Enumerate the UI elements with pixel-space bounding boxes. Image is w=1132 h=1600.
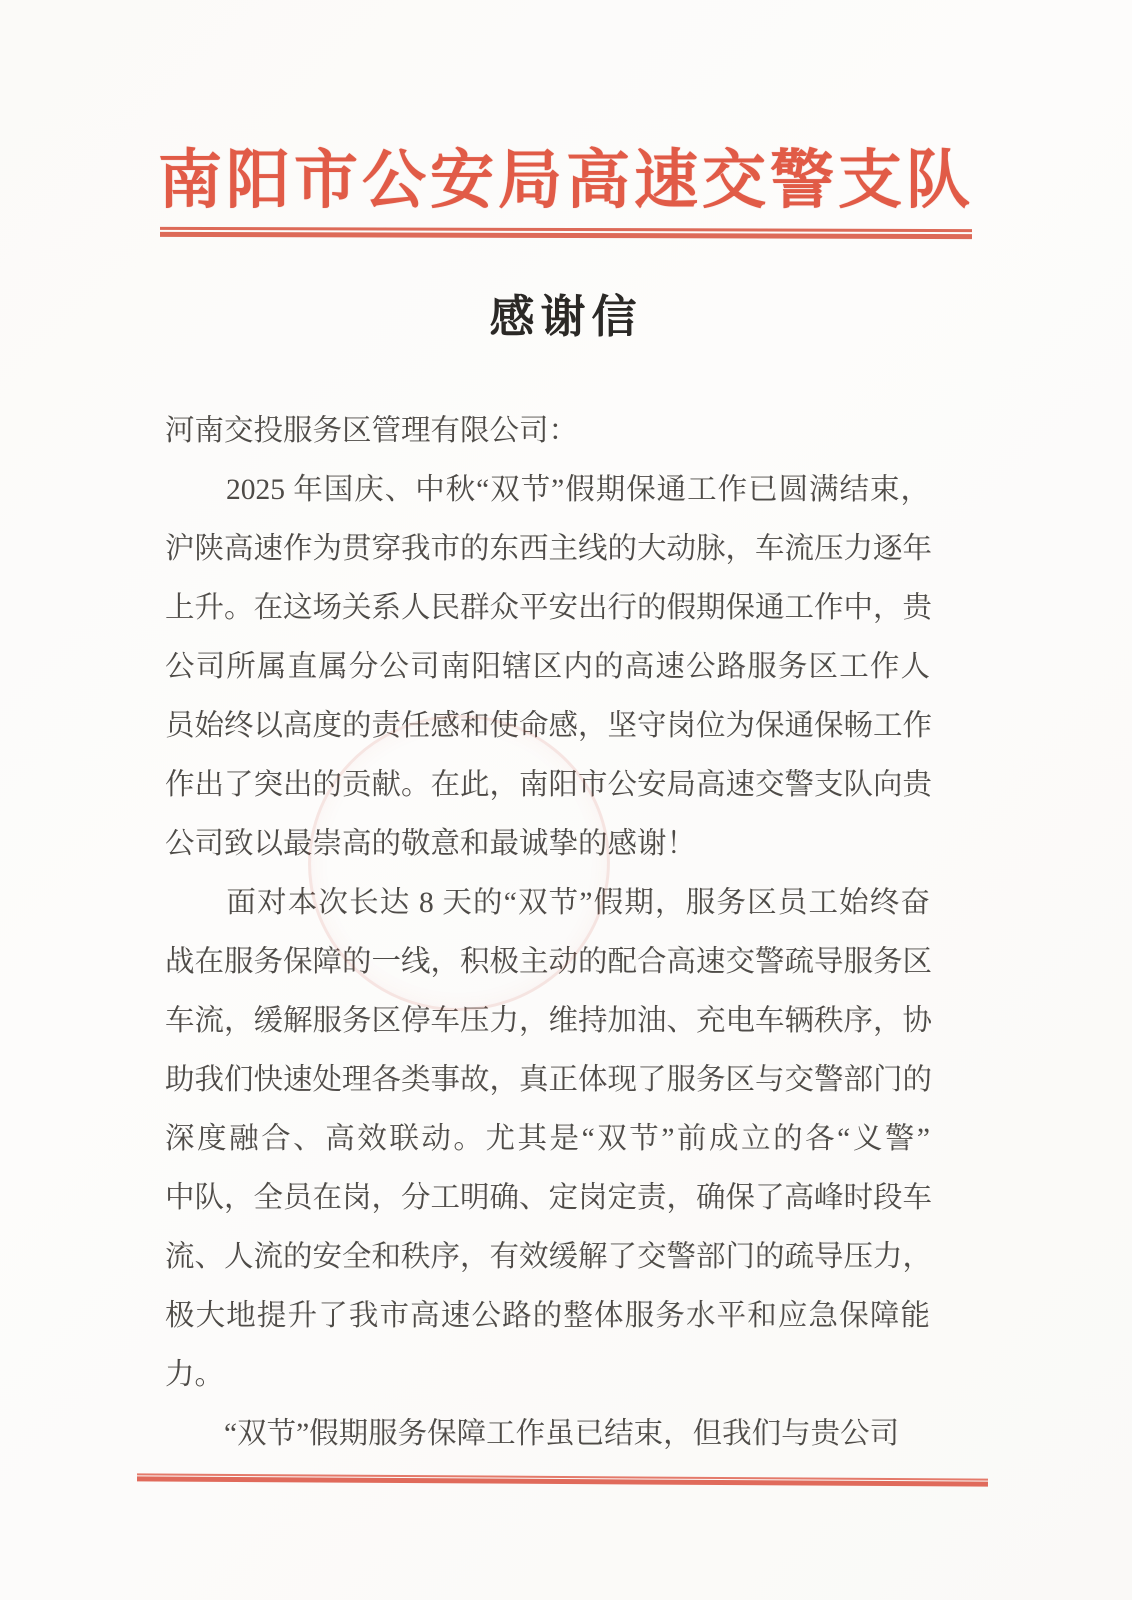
body-line: 公司致以最崇高的敬意和最诚挚的感谢！ <box>165 828 697 860</box>
body-line: 2025 年国庆、中秋“双节”假期保通工作已圆满结束， <box>165 474 930 506</box>
body-line: 公司所属直属分公司南阳辖区内的高速公路服务区工作人 <box>165 651 930 683</box>
body-line: “双节”假期服务保障工作虽已结束，但我们与贵公司 <box>165 1418 900 1450</box>
body-line: 力。 <box>165 1359 225 1391</box>
paragraph-3 <box>165 1405 930 1464</box>
body-line: 上升。在这场关系人民群众平安出行的假期保通工作中，贵 <box>165 592 933 624</box>
footer-double-rule <box>137 1473 988 1486</box>
body-line: 面对本次长达 8 天的“双节”假期，服务区员工始终奋 <box>165 887 930 919</box>
body-line: 流、人流的安全和秩序，有效缓解了交警部门的疏导压力， <box>165 1241 933 1273</box>
letterhead-double-rule <box>160 227 972 239</box>
letterhead-org-title: 南阳市公安局高速交警支队 <box>158 145 974 216</box>
body-line: 作出了突出的贡献。在此，南阳市公安局高速交警支队向贵 <box>165 769 933 801</box>
body-line: 深度融合、高效联动。尤其是“双节”前成立的各“义警” <box>165 1123 930 1155</box>
letterhead-rule-thick <box>160 232 972 239</box>
body-line: 助我们快速处理各类事故，真正体现了服务区与交警部门的 <box>165 1064 933 1096</box>
letter-title: 感谢信 <box>489 292 643 342</box>
body-line: 车流，缓解服务区停车压力，维持加油、充电车辆秩序，协 <box>165 1005 933 1037</box>
salutation: 河南交投服务区管理有限公司： <box>165 415 579 447</box>
body-line: 极大地提升了我市高速公路的整体服务水平和应急保障能 <box>165 1300 930 1332</box>
body-line: 员始终以高度的责任感和使命感，坚守岗位为保通保畅工作 <box>165 710 933 742</box>
body-line: 中队，全员在岗，分工明确、定岗定责，确保了高峰时段车 <box>165 1182 933 1214</box>
body-line: 战在服务保障的一线，积极主动的配合高速交警疏导服务区 <box>165 946 933 978</box>
body-line: 沪陕高速作为贯穿我市的东西主线的大动脉，车流压力逐年 <box>165 533 933 565</box>
